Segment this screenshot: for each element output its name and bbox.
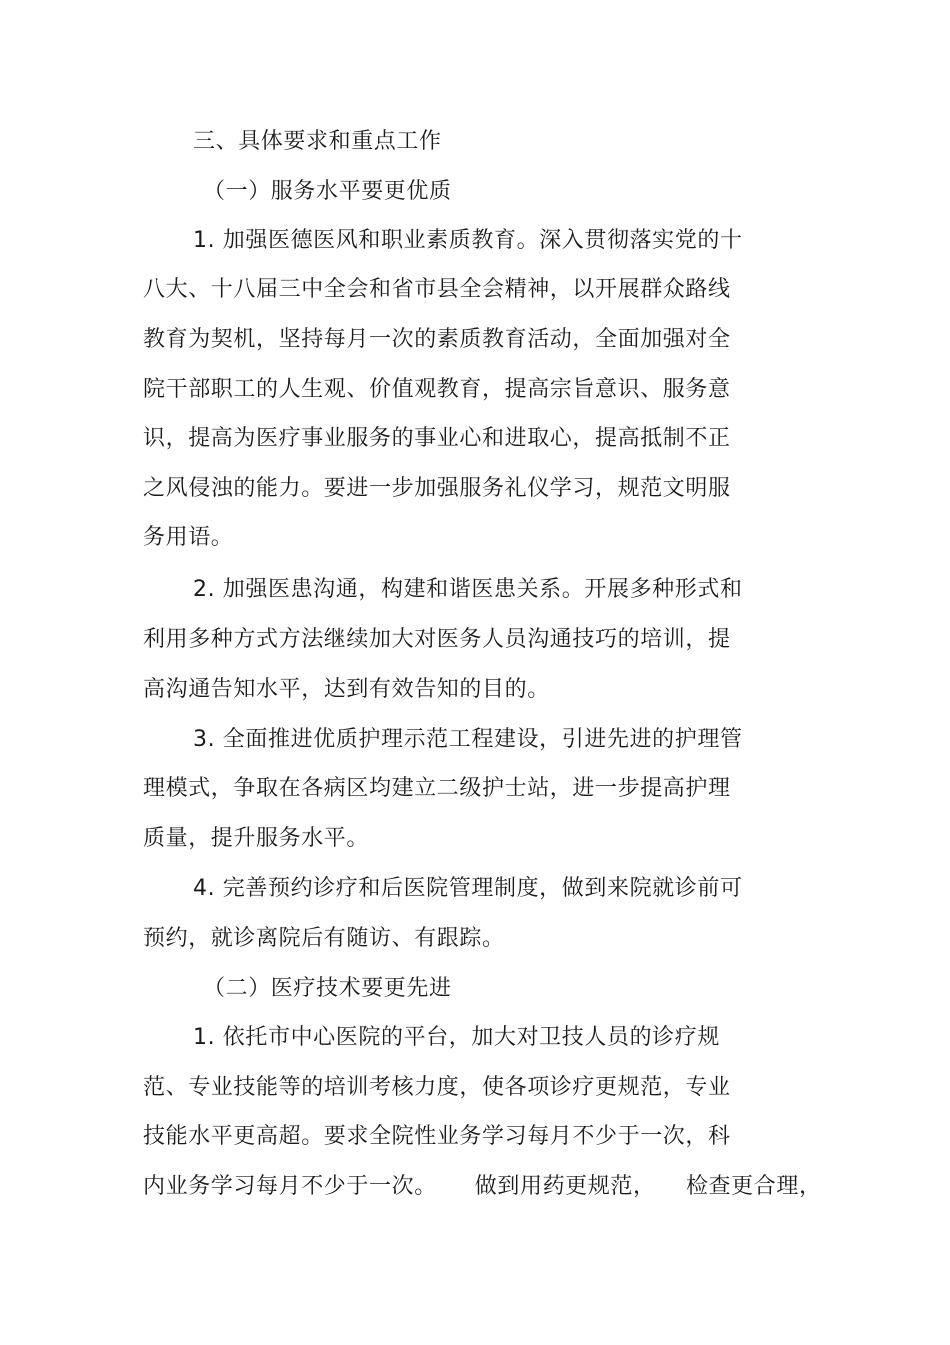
section-heading: 三、具体要求和重点工作 bbox=[193, 129, 442, 154]
paragraph-line: 院干部职工的人生观、价值观教育，提高宗旨意识、服务意 bbox=[143, 377, 731, 402]
paragraph-line: 质量，提升服务水平。 bbox=[143, 826, 370, 851]
paragraph-line: 1. 依托市中心医院的平台，加大对卫技人员的诊疗规 bbox=[193, 1025, 720, 1050]
paragraph-line: 八大、十八届三中全会和省市县全会精神，以开展群众路线 bbox=[143, 277, 731, 302]
paragraph-line: 预约，就诊离院后有随访、有跟踪。 bbox=[143, 926, 505, 951]
paragraph-line: 之风侵浊的能力。要进一步加强服务礼仪学习，规范文明服 bbox=[143, 476, 731, 501]
paragraph-line: 技能水平更高超。要求全院性业务学习每月不少于一次，科 bbox=[143, 1124, 731, 1149]
paragraph-line: 3. 全面推进优质护理示范工程建设，引进先进的护理管 bbox=[193, 727, 743, 752]
subsection-heading-service: （一）服务水平要更优质 bbox=[203, 179, 452, 204]
paragraph-line: 范、专业技能等的培训考核力度，使各项诊疗更规范，专业 bbox=[143, 1075, 731, 1100]
paragraph-line: 识，提高为医疗事业服务的事业心和进取心，提高抵制不正 bbox=[143, 426, 731, 451]
paragraph-line: 1. 加强医德医风和职业素质教育。深入贯彻落实党的十 bbox=[193, 228, 743, 253]
paragraph-line: 2. 加强医患沟通，构建和谐医患关系。开展多种形式和 bbox=[193, 577, 743, 602]
paragraph-line: 内业务学习每月不少于一次。 做到用药更规范， 检查更合理， bbox=[143, 1174, 822, 1199]
paragraph-line: 高沟通告知水平，达到有效告知的目的。 bbox=[143, 677, 550, 702]
paragraph-line: 4. 完善预约诊疗和后医院管理制度，做到来院就诊前可 bbox=[193, 876, 743, 901]
paragraph-line: 务用语。 bbox=[143, 525, 234, 550]
subsection-heading-technology: （二）医疗技术要更先进 bbox=[203, 976, 452, 1001]
paragraph-line: 利用多种方式方法继续加大对医务人员沟通技巧的培训，提 bbox=[143, 627, 731, 652]
paragraph-line: 教育为契机，坚持每月一次的素质教育活动，全面加强对全 bbox=[143, 327, 731, 352]
paragraph-line: 理模式，争取在各病区均建立二级护士站，进一步提高护理 bbox=[143, 776, 731, 801]
